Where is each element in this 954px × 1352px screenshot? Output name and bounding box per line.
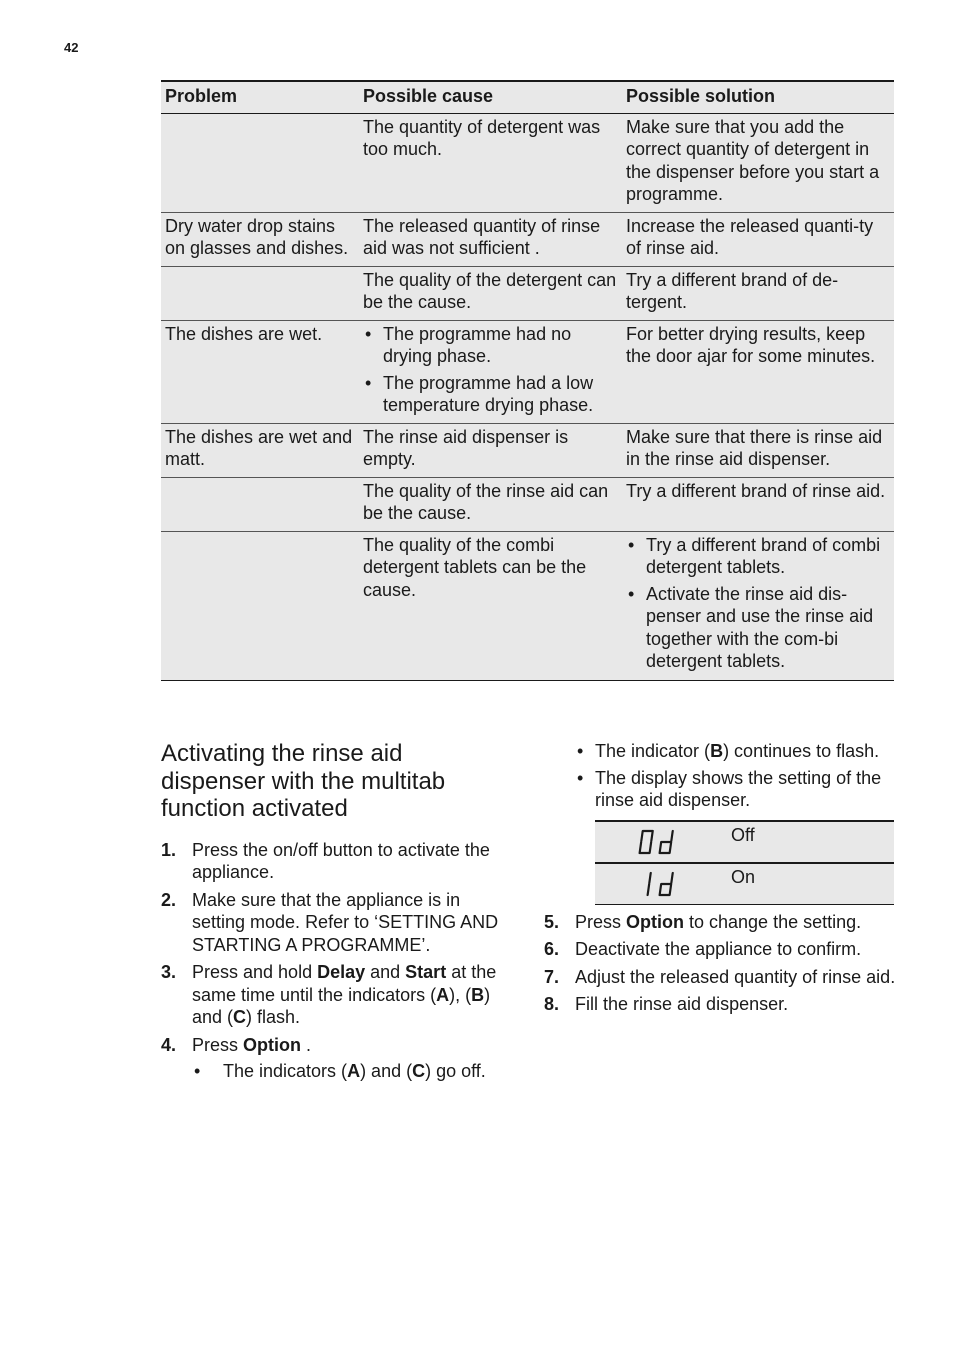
indicator-c-label: C [412, 1061, 426, 1081]
solution-cell: Increase the released quanti-ty of rinse aid. [622, 212, 894, 266]
problem-cell: The dishes are wet and matt. [161, 423, 359, 477]
cause-cell: The released quantity of rinse aid was not sufficient . [359, 212, 622, 266]
step-number: 8. [544, 994, 560, 1014]
step-text: Press and hold Delay and Start at the same time until the indicators (A), (B) and (C) flash. [192, 962, 497, 1027]
step-number: 6. [544, 939, 560, 959]
table-row [161, 320, 894, 423]
setting-row-on [595, 863, 894, 905]
solution-bullet: • Try a different brand of combi detergent tablets. [626, 534, 890, 579]
bullet-item: • The indicator (B) continues to flash. [575, 740, 896, 763]
display-0d-icon [637, 829, 679, 855]
problem-cell: The dishes are wet. [161, 320, 359, 423]
step-text: Press the on/off button to activate the appliance. [192, 839, 490, 882]
step-number: 7. [544, 966, 560, 987]
header-possible-solution: Possible solution [622, 81, 894, 113]
rinse-aid-settings-table [595, 820, 894, 905]
problem-cell [161, 477, 359, 531]
indicator-c-label: C [233, 1007, 247, 1027]
step-text: Adjust the released quantity of rinse aid. [575, 966, 896, 987]
sub-bullet: • The indicators (A) and (C) go off. [192, 1060, 506, 1083]
solution-cell: Try a different brand of de-tergent. [622, 266, 894, 320]
option-button-label: Option [626, 911, 684, 932]
indicator-a-label: A [347, 1061, 361, 1081]
problem-cell [161, 531, 359, 680]
solution-cell [622, 531, 894, 680]
step-item [161, 1034, 506, 1083]
step-text: Deactivate the appliance to confirm. [575, 939, 862, 959]
setting-row-off [595, 821, 894, 863]
instructions-right-column [544, 740, 896, 1021]
table-row [161, 423, 894, 477]
header-problem: Problem [161, 81, 359, 113]
table-header-row [161, 81, 894, 113]
problem-cell [161, 113, 359, 212]
cause-bullet: • The programme had a low temperature drying phase. [363, 372, 618, 417]
steps-list-continued [544, 911, 896, 1016]
setting-label-off: Off [731, 821, 894, 863]
cause-cell: The quality of the rinse aid can be the cause. [359, 477, 622, 531]
step-text: Press Option to change the setting. [575, 911, 862, 932]
cause-cell: The quality of the combi detergent tablets can be the cause. [359, 531, 622, 680]
step-number: 4. [161, 1034, 177, 1055]
display-cell [595, 863, 731, 905]
table-row [161, 477, 894, 531]
step-item [544, 993, 896, 1016]
solution-cell: Make sure that you add the correct quantity of detergent in the dispenser before you start a programme. [622, 113, 894, 212]
indicator-b-label: B [471, 984, 485, 1005]
solution-bullet-list [626, 534, 890, 673]
cause-bullet: • The programme had no drying phase. [363, 323, 618, 368]
solution-cell: Make sure that there is rinse aid in the rinse aid dispenser. [622, 423, 894, 477]
indicator-b-label: B [710, 741, 724, 761]
delay-button-label: Delay [317, 962, 366, 982]
section-title: Activating the rinse aid dispenser with the multitab function activated [161, 740, 446, 822]
start-button-label: Start [405, 962, 447, 982]
option-button-label: Option [243, 1034, 301, 1055]
solution-bullet: • Activate the rinse aid dis-penser and use the rinse aid together with the com-bi detergent tablets. [626, 583, 890, 673]
step-item [161, 961, 506, 1029]
header-possible-cause: Possible cause [359, 81, 622, 113]
cause-cell: The quality of the detergent can be the cause. [359, 266, 622, 320]
table-row [161, 113, 894, 212]
right-bullet-list [575, 740, 896, 812]
solution-cell: Try a different brand of rinse aid. [622, 477, 894, 531]
step-item [544, 966, 896, 989]
step-text: Fill the rinse aid dispenser. [575, 994, 789, 1014]
step-sub-bullets [192, 1060, 506, 1083]
step-number: 3. [161, 962, 177, 982]
step-number: 2. [161, 889, 177, 910]
table-row [161, 531, 894, 680]
bullet-item: • The display shows the setting of the rinse aid dispenser. [575, 767, 896, 812]
step-number: 1. [161, 839, 177, 860]
cause-cell: The quantity of detergent was too much. [359, 113, 622, 212]
problem-cell [161, 266, 359, 320]
cause-cell: The rinse aid dispenser is empty. [359, 423, 622, 477]
solution-cell: For better drying results, keep the door ajar for some minutes. [622, 320, 894, 423]
step-item [161, 839, 506, 884]
step-item [161, 889, 506, 957]
instructions-left-column [161, 740, 506, 1088]
page-number: 42 [64, 40, 79, 55]
troubleshooting-table [161, 80, 894, 681]
step-item [544, 911, 896, 934]
problem-cell: Dry water drop stains on glasses and dishes. [161, 212, 359, 266]
table-row [161, 212, 894, 266]
step-number: 5. [544, 911, 560, 932]
indicator-a-label: A [436, 984, 450, 1005]
cause-cell [359, 320, 622, 423]
display-1d-icon [637, 871, 679, 897]
cause-bullet-list [363, 323, 618, 417]
display-cell [595, 821, 731, 863]
table-row [161, 266, 894, 320]
setting-label-on: On [731, 863, 894, 905]
steps-list [161, 839, 506, 1083]
step-item [544, 938, 896, 961]
step-text: Make sure that the appliance is in setting mode. Refer to ‘SETTING AND STARTING A PROGRAMME’. [192, 889, 499, 955]
step-text: Press Option . [192, 1034, 312, 1055]
